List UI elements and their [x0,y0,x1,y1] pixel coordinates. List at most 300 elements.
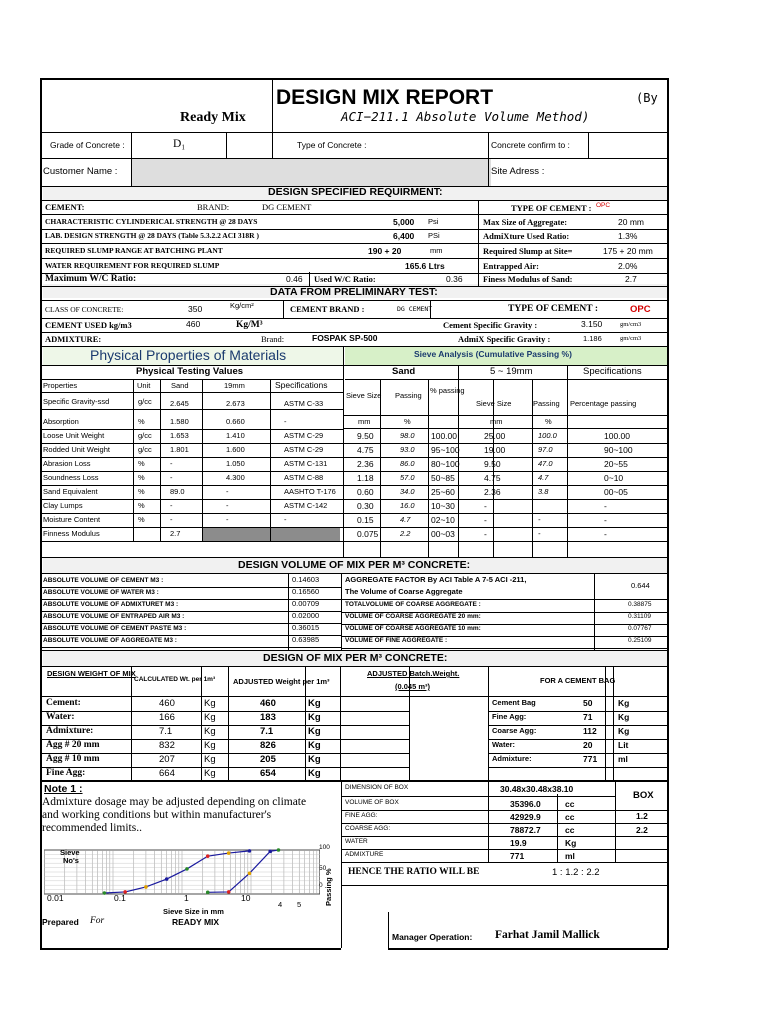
h-batch2: (0.045 m³) [395,682,431,691]
adm-brand-label: Brand: [261,334,285,344]
rule [380,379,381,557]
chart-ytick: 50 [319,865,327,872]
box-row-unit: cc [565,799,575,809]
rule [557,794,558,862]
pct-header-2: % [545,417,552,426]
volume-left-label: ABSOLUTE VOLUME OF CEMENT PASTE M3 : [43,625,187,632]
phys-row-19mm: 1.410 [226,431,245,440]
mix-row-calc: 460 [159,698,175,709]
box-row-label: VOLUME OF BOX [345,799,399,806]
box-row-value: 771 [510,851,525,861]
rule [340,666,341,780]
chart-ylabel: Passing % [324,868,333,906]
phys-row-sand: - [170,501,173,510]
phys-row-sand: 1.580 [170,417,189,426]
sand-spec: 25~60 [431,487,455,497]
volume-left-value: 0.63985 [292,635,320,644]
rule [40,767,409,768]
rule [40,365,668,366]
box-row-label: COARSE AGG: [345,825,391,832]
sand-passing: 98.0 [400,431,415,440]
rule [40,666,668,667]
bag-value: 112 [583,726,597,736]
spec-row-label: CHARACTERISTIC CYLINDERICAL STRENGTH @ 28 DAYS [45,217,258,226]
sieve-sand: Sand [392,366,416,377]
chart-xtick: 0.01 [47,893,64,903]
coarse-spec: - [604,515,607,525]
grade-label: Grade of Concrete : [50,140,125,150]
rule [388,948,668,950]
rule [345,379,668,380]
box-row-unit: ml [565,851,575,861]
rule [343,457,668,458]
note-line: recommended limits.. [42,822,142,834]
spec-row-value2: 2.0% [618,261,638,271]
phys-header: 19mm [224,381,245,390]
coarse-spec: - [604,529,607,539]
rule [40,318,668,319]
manager-name: Farhat Jamil Mallick [495,929,600,941]
pct-passing-header-2: Percentage passing [570,399,637,408]
sand-spec: 80~100 [431,459,460,469]
sand-passing: 2.2 [400,529,411,538]
mix-row-adj-unit: Kg [308,698,321,709]
rule [478,200,479,286]
mix-row-label: Fine Agg: [46,768,86,778]
bag-value: 71 [583,712,593,722]
phys-row-spec: - [284,515,287,524]
ratio-coarse: 2.2 [636,825,648,835]
bag-value: 20 [583,740,593,750]
phys-row-spec: ASTM C-29 [284,431,324,440]
sand-passing: 34.0 [400,487,415,496]
sand-sieve-size: 2.36 [357,459,374,469]
sand-passing: 86.0 [400,459,415,468]
sand-spec: 02~10 [431,515,455,525]
admixture-label: ADMIXTURE: [45,334,102,344]
ratio-label: HENCE THE RATIO WILL BE [348,867,480,877]
bag-unit: Lit [618,740,629,750]
coarse-passing: 97.0 [538,445,553,454]
ratio-value: 1 : 1.2 : 2.2 [552,867,600,878]
rule [228,666,229,780]
volume-left-value: 0.02000 [292,611,320,620]
mix-row-adj: 460 [260,698,276,709]
coarse-spec: 0~10 [604,473,624,483]
rule [40,392,343,393]
sand-sieve-size: 1.18 [357,473,374,483]
spec-heading: DESIGN SPECIFIED REQUIRMENT: [268,186,443,198]
report-title: DESIGN MIX REPORT [276,86,494,109]
rule [588,132,589,158]
mix-row-adj-unit: Kg [308,740,321,751]
sand-spec: 100.00 [431,431,457,441]
rule [309,272,310,286]
cement-used-label: CEMENT USED kg/m3 [45,320,132,330]
mix-row-adj: 183 [260,712,276,723]
rule [40,300,668,301]
chart-point [206,854,210,858]
rule [272,78,273,132]
ratio-fine: 1.2 [636,811,648,821]
rule [40,485,343,486]
coarse-passing: - [538,515,541,524]
csg-value: 3.150 [581,319,603,329]
rule [341,599,668,600]
rule [40,573,668,574]
phys-row-sand: - [170,459,173,468]
rule [40,557,668,558]
phys-row-label: Rodded Unit Weight [43,445,110,454]
chart-point [248,849,252,853]
volume-left-label: ABSOLUTE VOLUME OF WATER M3 : [43,589,159,596]
spec-row-label2: Max Size of Aggregate: [483,217,568,227]
phys-row-unit: g/cc [138,431,152,440]
phys-header: Unit [137,381,151,390]
rule [488,132,489,186]
chart-ytick: 100 [319,844,330,851]
bag-label: Fine Agg: [492,712,527,721]
grade-value: D₁ [173,138,186,150]
prelim-type-label: TYPE OF CEMENT : [508,304,598,314]
sand-sieve-size: 0.30 [357,501,374,511]
coarse-sieve-size: 2.36 [484,487,501,497]
rule [40,499,343,500]
chart-point [227,851,231,855]
phys-row-spec: AASHTO T-176 [284,487,336,496]
rule [40,429,343,430]
phys-row-19mm: - [226,487,229,496]
phys-row-19mm: 1.600 [226,445,245,454]
phys-row-unit: % [138,501,145,510]
coarse-sieve-size: 4.75 [484,473,501,483]
phys-row-label: Specific Gravity-ssd [43,397,110,406]
phys-row-label: Sand Equivalent [43,487,98,496]
chart-point [165,877,169,881]
rule [226,132,227,158]
fm-label: Finess Modulus of Sand: [483,274,573,284]
box-row-value: 35396.0 [510,799,541,809]
mix-row-unit: Kg [204,726,216,737]
wc-label: Maximum W/C Ratio: [45,274,137,284]
rule [40,229,668,230]
coarse-passing: 4.7 [538,473,549,482]
sand-passing: 93.0 [400,445,415,454]
rule [428,379,429,557]
rule [341,885,668,886]
spec-row-value: 165.6 Ltrs [405,261,445,271]
phys-row-spec: ASTM C-142 [284,501,328,510]
bag-value: 50 [583,698,593,708]
rule [343,443,668,444]
rule [343,471,668,472]
customer-label: Customer Name : [43,166,118,177]
phys-row-19mm: - [226,515,229,524]
class-unit: Kg/cm² [230,301,254,310]
cement-used-unit: Kg/M³ [236,320,263,330]
bag-unit: Kg [618,698,630,708]
rule [567,365,568,557]
rule [341,796,615,797]
passing-header-2: Passing [533,399,560,408]
rule [40,696,668,697]
bag-label: Admixture: [492,754,532,763]
chart-ytick: 0 [319,882,323,889]
spec-row-label: WATER REQUIREMENT FOR REQUIRED SLUMP [45,261,220,270]
rule [40,78,668,80]
bag-value: 771 [583,754,598,764]
chart-point [248,872,252,876]
chart-point [277,848,281,852]
rule [343,415,668,416]
phys-row-unit: g/cc [138,397,152,406]
phys-row-19mm: 2.673 [226,399,245,408]
rule [40,711,409,712]
asg-unit: gm/cm3 [620,335,642,342]
h-bag: FOR A CEMENT BAG [540,676,616,685]
phys-row-sand: 2.645 [170,399,189,408]
rule [341,862,668,863]
box-row-unit: cc [565,825,575,835]
mix-row-adj: 654 [260,768,276,779]
mix-row-adj: 826 [260,740,276,751]
bag-label: Coarse Agg: [492,726,537,735]
phys-header: Sand [171,381,189,390]
rule [40,457,343,458]
coarse-sieve-size: 19.00 [484,445,506,455]
type-label: TYPE OF CEMENT : [511,203,592,213]
used-wc-value: 0.36 [446,274,463,284]
grey-cell [202,527,340,542]
volume-left-label: ABSOLUTE VOLUME OF ENTRAPED AIR M3 : [43,613,185,620]
cement-used-value: 460 [186,319,201,329]
box-row-label: FINE AGG: [345,812,378,819]
volume-right-label: TOTALVOLUME OF COARSE AGGREGATE : [345,601,481,608]
box-label: BOX [633,790,654,801]
box-row-value: 78872.7 [510,825,541,835]
note-line: Admixture dosage may be adjusted depending on climate [42,796,307,808]
brand-label: BRAND: [197,202,230,212]
bag-label: Water: [492,740,516,749]
rule [343,428,668,429]
sand-spec: 10~30 [431,501,455,511]
chart-extra-tick: 4 [278,900,283,909]
phys-row-label: Clay Lumps [43,501,83,510]
mix-row-unit: Kg [204,740,216,751]
factor-label: AGGREGATE FACTOR By ACI Table A 7-5 ACI -211, [345,575,527,584]
rule [343,346,344,557]
mix-row-adj-unit: Kg [308,754,321,765]
phys-row-sand: - [170,515,173,524]
sieve-size-header: Sieve Size [346,391,382,400]
dim-value: 30.48x30.48x38.10 [500,784,574,794]
phys-header: Specifications [275,380,328,390]
prelim-heading: DATA FROM PRELIMINARY TEST: [270,286,438,298]
spec-row-value2: 175 + 20 mm [603,246,653,256]
coarse-spec: - [604,501,607,511]
chart-point [268,850,272,854]
phys-sub: Physical Testing Values [136,366,244,377]
company-name: Ready Mix [180,110,246,125]
phys-row-unit: % [138,473,145,482]
mix-row-calc: 664 [159,768,175,779]
factor-label-2: The Volume of Coarse Aggregate [345,587,463,596]
spec-row-value: 5,000 [393,217,415,227]
rule [40,527,343,528]
cement-label: CEMENT: [45,202,85,212]
mix-row-calc: 207 [159,754,175,765]
sieve-heading: Sieve Analysis (Cumulative Passing %) [414,349,572,359]
mix-row-adj: 7.1 [260,726,274,737]
mix-row-adj-unit: Kg [308,768,321,779]
volume-left-value: 0.16560 [292,587,320,596]
chart-sieve-label: Sieve [60,848,80,857]
spec-row-value: 6,400 [393,231,415,241]
chart-point [185,867,189,871]
rule [40,650,668,651]
rule [40,513,343,514]
chart-extra-tick: 5 [297,900,302,909]
phys-row-spec: ASTM C-88 [284,473,324,482]
rule [131,132,132,186]
factor-value: 0.644 [631,581,650,590]
used-wc-label: Used W/C Ratio: [314,274,376,284]
box-row-label: WATER [345,838,368,845]
adm-brand-value: FOSPAK SP-500 [312,333,378,343]
sieve-spec: Specifications [583,366,642,377]
phys-row-sand: 89.0 [170,487,185,496]
rule [341,823,668,824]
rule [40,471,343,472]
mix-row-adj: 205 [260,754,276,765]
coarse-passing: 3.8 [538,487,549,496]
coarse-sieve-size: - [484,501,487,511]
brand-value: DG CEMENT [262,202,312,212]
mix-row-unit: Kg [204,754,216,765]
rule [40,243,668,244]
mm-header-2: mm [490,417,503,426]
sand-passing: 4.7 [400,515,411,524]
note-line: and working conditions but within manufacturer's [42,809,272,821]
prepared-label: Prepared [42,917,79,927]
confirm-label: Concrete confirm to : [491,140,570,150]
rule [40,780,668,782]
phys-row-label: Absorption [43,417,79,426]
phys-row-unit: % [138,459,145,468]
asg-value: 1.186 [583,334,602,343]
wc-value: 0.46 [286,274,303,284]
pct-header: % [404,417,411,426]
chart-xtick: 0.1 [114,893,126,903]
spec-row-label: LAB. DESIGN STRENGTH @ 28 DAYS (Table 5.3.2.2 ACI 318R ) [45,231,259,240]
phys-row-label: Moisture Content [43,515,101,524]
mm-header: mm [358,417,371,426]
rule [40,725,409,726]
sand-sieve-size: 0.15 [357,515,374,525]
phys-row-spec: ASTM C-131 [284,459,328,468]
coarse-spec: 90~100 [604,445,633,455]
sand-spec: 50~85 [431,473,455,483]
mix-row-calc: 832 [159,740,175,751]
rule [40,409,343,410]
volume-heading: DESIGN VOLUME OF MIX PER M³ CONCRETE: [238,559,471,571]
spec-row-label2: Entrapped Air: [483,261,539,271]
coarse-sieve-size: 9.50 [484,459,501,469]
phys-row-unit: g/cc [138,445,152,454]
pct-passing-header: % passing [430,386,465,395]
rule [488,710,489,780]
rule [341,810,668,811]
class-value: 350 [188,304,203,314]
rule [488,739,668,740]
cement-brand-value: DG CEMENT [397,305,433,313]
volume-right-value: 0.31109 [628,613,652,620]
rule [343,527,668,528]
gradation-chart [44,846,320,906]
chart-series-line [208,850,279,892]
rule [270,379,271,541]
bag-unit: Kg [618,712,630,722]
phys-row-unit: % [138,487,145,496]
spec-row-unit: Psi [428,217,439,226]
phys-row-19mm: 0.660 [226,417,245,426]
site-label: Site Adress : [491,166,545,177]
volume-left-value: 0.14603 [292,575,320,584]
rule [488,666,489,710]
h-batch: ADJUSTED Batch.Weight. [367,669,460,678]
sand-passing: 16.0 [400,501,415,510]
sand-spec: 00~03 [431,529,455,539]
phys-row-19mm: 4.300 [226,473,245,482]
h-calc: CALCULATED Wt. per 1m³ [134,676,216,683]
rule [202,379,203,541]
volume-right-value: 0.25109 [628,637,652,644]
rule [343,499,668,500]
rule [40,443,343,444]
chart-nos-label: No's [63,856,79,865]
phys-row-label: Loose Unit Weight [43,431,105,440]
mix-heading: DESIGN OF MIX PER M³ CONCRETE: [263,652,448,664]
phys-row-sand: 2.7 [170,529,181,538]
spec-row-unit: mm [430,246,443,255]
phys-row-spec: ASTM C-33 [284,399,324,408]
sand-sieve-size: 9.50 [357,431,374,441]
box-row-value: 19.9 [510,838,527,848]
sand-sieve-size: 0.075 [357,529,379,539]
mix-row-label: Cement: [46,698,81,708]
phys-row-sand: 1.801 [170,445,189,454]
chart-xtick: 10 [241,893,251,903]
method-text: ACI−211.1 Absolute Volume Method) [341,109,590,124]
rule [343,541,668,542]
cement-brand-label: CEMENT BRAND : [290,304,365,314]
rule [40,214,668,215]
rule [343,485,668,486]
dim-label: DIMENSION OF BOX [345,784,409,791]
phys-row-label: Abrasion Loss [43,459,91,468]
phys-row-spec: ASTM C-29 [284,445,324,454]
csg-label: Cement Specific Gravity : [443,320,538,330]
manager-label: Manager Operation: [392,932,473,942]
rule [40,948,341,950]
note-title: Note 1 : [44,783,83,795]
prelim-type-value: OPC [630,304,651,315]
mix-row-label: Agg # 20 mm [46,740,100,750]
rule [160,379,161,541]
volume-left-label: ABSOLUTE VOLUME OF AGGREGATE M3 : [43,637,177,644]
coarse-passing: 100.0 [538,431,557,440]
coarse-sieve-size: - [484,515,487,525]
